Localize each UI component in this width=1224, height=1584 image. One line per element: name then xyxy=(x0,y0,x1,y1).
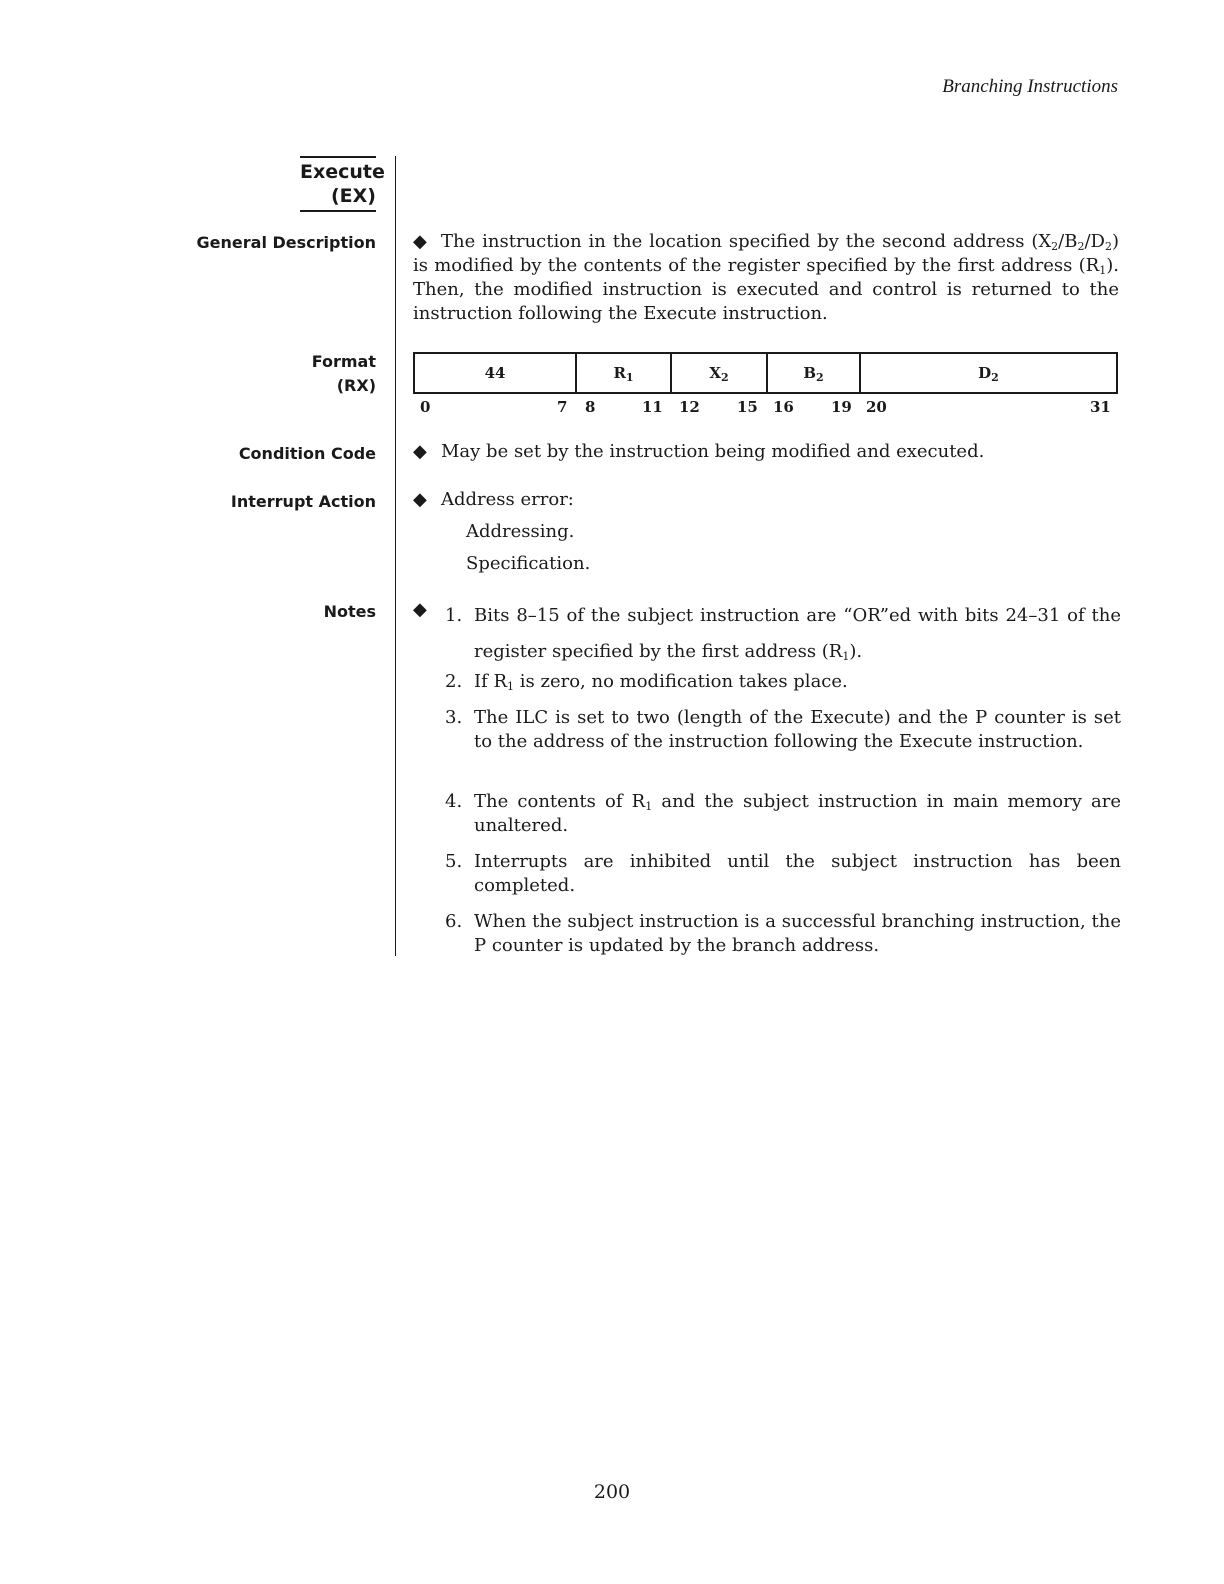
format-field-x2: $X_2$ xyxy=(672,354,768,392)
format-field-opcode: 44 xyxy=(415,354,577,392)
bullet-diamond-icon: ◆ xyxy=(413,441,427,462)
instruction-mnemonic: (EX) xyxy=(331,185,376,207)
instruction-name: Execute xyxy=(300,161,385,183)
label-notes: Notes xyxy=(323,602,376,621)
note-item: 6. When the subject instruction is a successful branching instruction, the P counter is updated by the branch address. xyxy=(445,911,1121,956)
note-item: 5. Interrupts are inhibited until the subject instruction has been completed. xyxy=(445,851,1121,896)
bit-number: 31 xyxy=(1090,398,1111,416)
format-diagram xyxy=(413,352,1118,394)
bullet-diamond-icon: ◆ xyxy=(413,489,427,510)
format-field-b2: $B_2$ xyxy=(768,354,861,392)
label-interrupt-action: Interrupt Action xyxy=(230,492,376,511)
margin-rule xyxy=(395,156,396,956)
bit-number: 0 xyxy=(420,398,431,416)
interrupt-action-heading: ◆ Address error: xyxy=(413,489,574,510)
label-general-description: General Description xyxy=(196,233,376,252)
condition-code-text: ◆ May be set by the instruction being modified and executed. xyxy=(413,441,985,462)
note-item: 2. If $R_1$ is zero, no modification takes place. xyxy=(445,671,848,693)
bit-number: 19 xyxy=(831,398,852,416)
label-condition-code: Condition Code xyxy=(238,444,376,463)
bit-number: 20 xyxy=(866,398,887,416)
bit-number: 7 xyxy=(557,398,568,416)
interrupt-item: Specification. xyxy=(466,553,591,574)
interrupt-item: Addressing. xyxy=(466,521,575,542)
bit-number: 8 xyxy=(585,398,596,416)
bit-number: 15 xyxy=(737,398,758,416)
label-format: Format (RX) xyxy=(311,352,376,395)
running-head: Branching Instructions xyxy=(942,76,1118,97)
note-item: 1. Bits 8–15 of the subject instruction are “OR”ed with bits 24–31 of the register specified by the first address $(R_1)$. xyxy=(445,605,1121,663)
bit-number: 11 xyxy=(642,398,663,416)
bit-number: 16 xyxy=(773,398,794,416)
note-item: 4. The contents of $R_1$ and the subject instruction in main memory are unaltered. xyxy=(445,791,1121,836)
instruction-title xyxy=(300,156,385,212)
note-item: 3. The ILC is set to two (length of the Execute) and the P counter is set to the address of the instruction following the Execute instruction. xyxy=(445,707,1121,752)
bullet-diamond-icon: ◆ xyxy=(413,599,427,620)
bullet-diamond-icon: ◆ xyxy=(413,231,427,252)
format-field-d2: $D_2$ xyxy=(978,364,999,384)
bit-number: 12 xyxy=(679,398,700,416)
general-description-text: ◆ The instruction in the location specified by the second address $(X_2/B_2/D_2)$ is modified by the contents of the register specified by the first address $(R_1)$. Then, the modified instruction is executed and control is returned to the instruction following the Execute instruction. xyxy=(413,231,1119,324)
page-number: 200 xyxy=(593,1481,631,1503)
format-field-r1: $R_1$ xyxy=(577,354,672,392)
